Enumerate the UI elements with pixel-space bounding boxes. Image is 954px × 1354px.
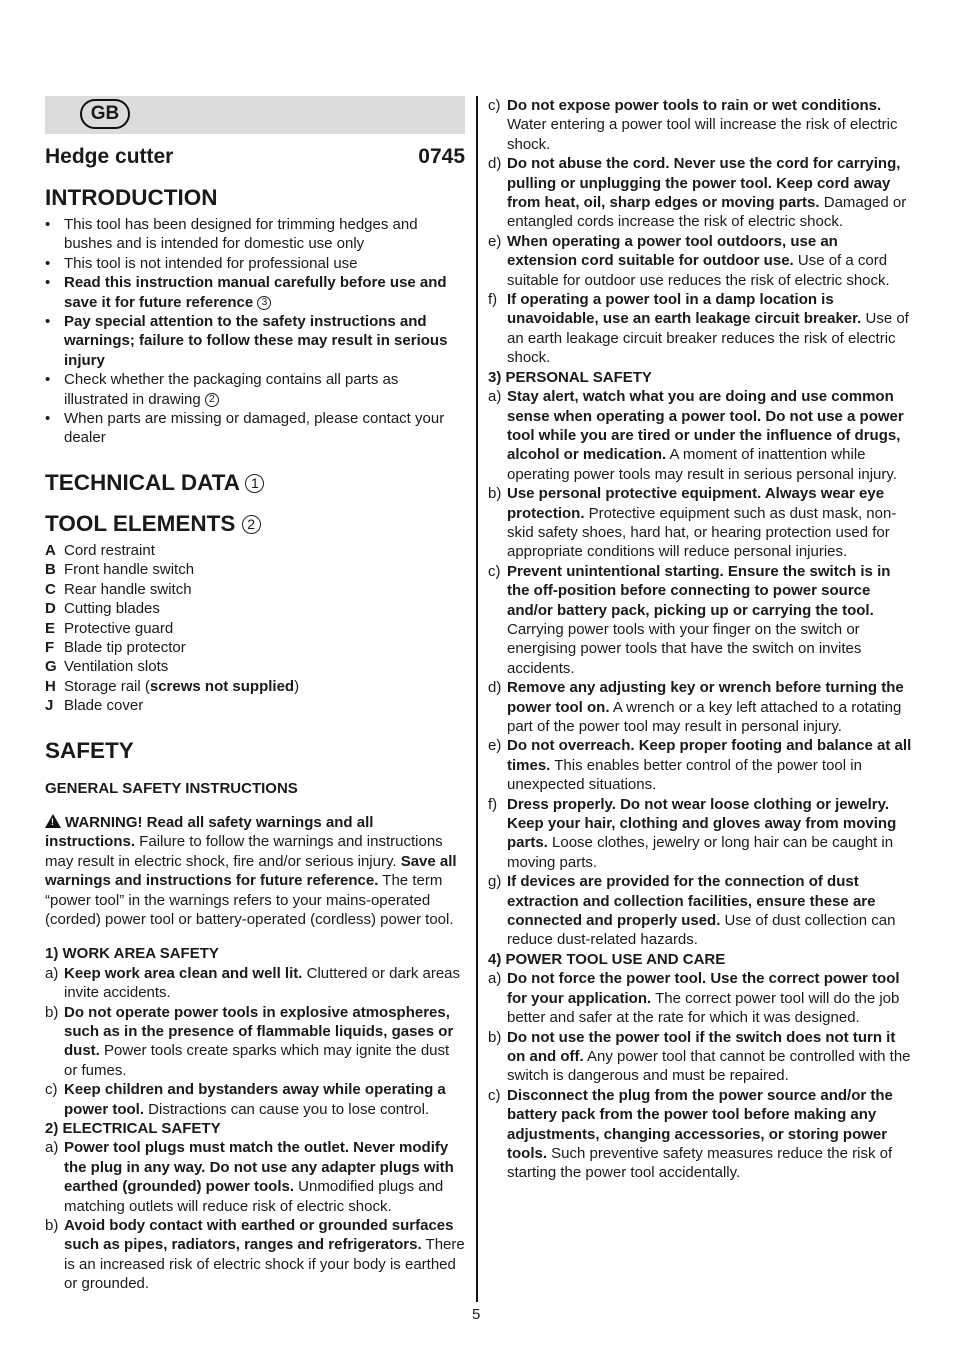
- item-marker: f): [488, 291, 498, 309]
- safety-item: [488, 872, 912, 950]
- item-text: Do not use the power tool if the switch does not turn it on and off. Any power tool that cannot be controlled with the switch is dangerous and must be repaired.: [507, 1028, 911, 1085]
- figure-ref: 3: [257, 296, 271, 310]
- safety-item: [488, 96, 912, 154]
- intro-bullet: [45, 254, 465, 273]
- safety-item: [488, 969, 912, 1027]
- safety-item: [45, 1138, 465, 1216]
- safety-item: [488, 232, 912, 290]
- tool-element-letter: E: [45, 619, 56, 637]
- item-marker: a): [488, 388, 502, 406]
- item-text: Stay alert, watch what you are doing and use common sense when operating a power tool. Do not use a power tool while you are tired or under the influence of drugs, alcohol or medication. A moment of inattention while operating power tools may result in serious personal injury.: [507, 388, 904, 483]
- tool-element-label: Storage rail (screws not supplied): [64, 677, 300, 695]
- safety-item: [488, 484, 912, 562]
- tool-element-letter: H: [45, 677, 56, 695]
- safety-heading: SAFETY: [45, 737, 134, 763]
- intro-bullet: [45, 215, 465, 254]
- tool-element-item: [45, 638, 465, 657]
- safety-item: [488, 678, 912, 736]
- bullet-marker: •: [45, 313, 51, 331]
- tool-element-item: [45, 541, 465, 560]
- safety-item: [488, 562, 912, 678]
- intro-bullet: [45, 370, 465, 409]
- safety-item: [45, 1216, 465, 1294]
- tool-element-label: Protective guard: [64, 619, 174, 637]
- safety-item: [488, 1028, 912, 1086]
- section-title: 1) WORK AREA SAFETY: [45, 945, 219, 963]
- item-text: If operating a power tool in a damp location is unavoidable, use an earth leakage circuit breaker. Use of an earth leakage circuit breaker reduces the risk of electric shock.: [507, 291, 909, 367]
- tool-elements-heading: TOOL ELEMENTS 2: [45, 510, 465, 538]
- bullet-text: Pay special attention to the safety instructions and warnings; failure to follow these may result in serious injury: [64, 313, 448, 369]
- figure-ref-1: 1: [245, 474, 264, 493]
- tool-element-label: Blade cover: [64, 697, 144, 715]
- figure-ref-2: 2: [242, 515, 261, 534]
- item-text: Avoid body contact with earthed or grounded surfaces such as pipes, radiators, ranges and refrigerators. There is an increased risk of electric shock if your body is earthed or grounded.: [64, 1217, 465, 1293]
- bullet-marker: •: [45, 254, 51, 272]
- tool-element-item: [45, 696, 465, 715]
- safety-item: [45, 964, 465, 1003]
- item-text: Power tool plugs must match the outlet. Never modify the plug in any way. Do not use any adapter plugs with earthed (grounded) power tools. Unmodified plugs and matching outlets will reduce risk of electric shock.: [64, 1139, 454, 1215]
- tool-element-item: [45, 560, 465, 579]
- product-code: 0745: [418, 145, 465, 168]
- safety-item: [488, 154, 912, 232]
- warning-triangle-icon: !: [45, 814, 61, 828]
- general-safety-heading: GENERAL SAFETY INSTRUCTIONS: [45, 779, 298, 797]
- tool-element-letter: D: [45, 600, 56, 618]
- item-marker: a): [45, 964, 59, 982]
- item-marker: f): [488, 795, 498, 813]
- safety-item: [488, 387, 912, 484]
- bullet-text: Check whether the packaging contains all parts as illustrated in drawing 2: [64, 371, 399, 408]
- item-marker: c): [45, 1081, 58, 1099]
- figure-ref: 2: [205, 393, 219, 407]
- general-warning-paragraph: ! WARNING! Read all safety warnings and all instructions. Failure to follow the warnings and instructions may result in electric shock, fire and/or serious injury. Save all warnings and instructions for future reference. The term “power tool” in the warnings refers to your mains-operated (corded) power tool or battery-operated (cordless) power tool.: [45, 813, 457, 928]
- tool-element-letter: A: [45, 541, 56, 559]
- safety-item: [488, 1086, 912, 1183]
- tool-element-letter: F: [45, 638, 55, 656]
- item-text: Prevent unintentional starting. Ensure the switch is in the off-position before connecting to power source and/or battery pack, picking up or carrying the tool. Carrying power tools with your finger on the switch or energising power tools that have the switch on invites accidents.: [507, 562, 891, 677]
- tool-element-label: Ventilation slots: [64, 658, 169, 676]
- bullet-text: When parts are missing or damaged, please contact your dealer: [64, 410, 445, 447]
- safety-item: [45, 1003, 465, 1081]
- item-text: Do not abuse the cord. Never use the cord for carrying, pulling or unplugging the power tool. Keep cord away from heat, oil, sharp edges or moving parts. Damaged or entangled cords increase the risk of electric shock.: [507, 155, 907, 231]
- section-title: 2) ELECTRICAL SAFETY: [45, 1120, 221, 1138]
- item-marker: e): [488, 232, 502, 250]
- intro-bullet: [45, 312, 465, 370]
- item-text: Do not expose power tools to rain or wet conditions. Water entering a power tool will increase the risk of electric shock.: [507, 97, 898, 153]
- item-marker: g): [488, 873, 502, 891]
- section-title: 3) PERSONAL SAFETY: [488, 368, 652, 386]
- tool-element-item: [45, 657, 465, 676]
- item-marker: b): [45, 1217, 59, 1235]
- introduction-list: [45, 215, 465, 448]
- left-column: [45, 96, 465, 1294]
- item-marker: d): [488, 155, 502, 173]
- product-title-row: [45, 145, 465, 175]
- right-column: [488, 96, 912, 1183]
- tool-element-label: Cutting blades: [64, 600, 160, 618]
- bullet-text: This tool has been designed for trimming hedges and bushes and is intended for domestic use only: [64, 216, 418, 253]
- intro-bullet: [45, 409, 465, 448]
- introduction-heading: INTRODUCTION: [45, 185, 218, 210]
- item-text: Do not overreach. Keep proper footing and balance at all times. This enables better control of the power tool in unexpected situations.: [507, 737, 912, 794]
- tool-element-item: [45, 599, 465, 618]
- item-marker: d): [488, 679, 502, 697]
- item-text: If devices are provided for the connection of dust extraction and collection facilities, ensure these are connected and properly used. Use of dust collection can reduce dust-related hazards.: [507, 873, 896, 949]
- language-badge: GB: [80, 99, 130, 129]
- bullet-marker: •: [45, 410, 51, 428]
- tool-element-letter: J: [45, 697, 54, 715]
- item-marker: c): [488, 1086, 501, 1104]
- tool-element-item: [45, 580, 465, 599]
- item-text: Do not force the power tool. Use the correct power tool for your application. The correct power tool will do the job better and safer at the rate for which it was designed.: [507, 970, 900, 1027]
- right-safety-sections: [488, 96, 912, 1183]
- tool-element-letter: G: [45, 658, 57, 676]
- tool-element-item: [45, 677, 465, 696]
- bullet-marker: •: [45, 216, 51, 233]
- column-divider: [476, 96, 478, 1302]
- item-marker: b): [45, 1003, 59, 1021]
- item-marker: e): [488, 737, 502, 755]
- bullet-marker: •: [45, 274, 51, 292]
- tool-element-label: Rear handle switch: [64, 580, 192, 598]
- item-text: Keep children and bystanders away while operating a power tool. Distractions can cause you to lose control.: [64, 1081, 446, 1118]
- language-bar: [45, 96, 465, 134]
- page-number: 5: [472, 1306, 481, 1323]
- product-name: Hedge cutter: [45, 145, 174, 168]
- safety-item: [488, 736, 912, 794]
- tool-element-label: Blade tip protector: [64, 638, 186, 656]
- tool-elements-list: [45, 541, 465, 716]
- bullet-text: Read this instruction manual carefully before use and save it for future reference 3: [64, 274, 447, 311]
- item-text: Dress properly. Do not wear loose clothing or jewelry. Keep your hair, clothing and gloves away from moving parts. Loose clothes, jewelry or long hair can be caught in moving parts.: [507, 795, 897, 871]
- item-marker: b): [488, 1028, 502, 1046]
- item-text: Remove any adjusting key or wrench before turning the power tool on. A wrench or a key left attached to a rotating part of the power tool may result in personal injury.: [507, 679, 904, 735]
- tool-element-label: Front handle switch: [64, 561, 195, 579]
- safety-item: [488, 795, 912, 873]
- tool-element-letter: C: [45, 580, 56, 598]
- intro-bullet: [45, 273, 465, 312]
- bullet-text: This tool is not intended for professional use: [64, 254, 358, 272]
- item-text: When operating a power tool outdoors, use an extension cord suitable for outdoor use. Use of a cord suitable for outdoor use reduces the risk of electric shock.: [507, 232, 890, 289]
- tool-element-letter: B: [45, 561, 56, 579]
- item-marker: b): [488, 485, 502, 503]
- safety-item: [488, 290, 912, 368]
- tool-element-item: [45, 619, 465, 638]
- section-title: 4) POWER TOOL USE AND CARE: [488, 950, 726, 968]
- left-safety-sections: [45, 944, 465, 1293]
- item-marker: c): [488, 562, 501, 580]
- tool-element-label: Cord restraint: [64, 541, 155, 559]
- safety-item: [45, 1080, 465, 1119]
- item-text: Use personal protective equipment. Always wear eye protection. Protective equipment such as dust mask, non-skid safety shoes, hard hat, or hearing protection used for appropriate conditions will reduce personal injuries.: [507, 485, 897, 561]
- item-text: Disconnect the plug from the power source and/or the battery pack from the power tool before making any adjustments, changing accessories, or storing power tools. Such preventive safety measures reduce the risk of starting the power tool accidentally.: [507, 1086, 893, 1182]
- item-text: Keep work area clean and well lit. Cluttered or dark areas invite accidents.: [64, 964, 461, 1002]
- item-marker: c): [488, 97, 501, 114]
- technical-data-heading: TECHNICAL DATA 1: [45, 469, 465, 497]
- item-text: Do not operate power tools in explosive atmospheres, such as in the presence of flammable liquids, gases or dust. Power tools create sparks which may ignite the dust or fumes.: [64, 1003, 454, 1079]
- item-marker: a): [488, 970, 502, 988]
- bullet-marker: •: [45, 371, 51, 389]
- item-marker: a): [45, 1139, 59, 1157]
